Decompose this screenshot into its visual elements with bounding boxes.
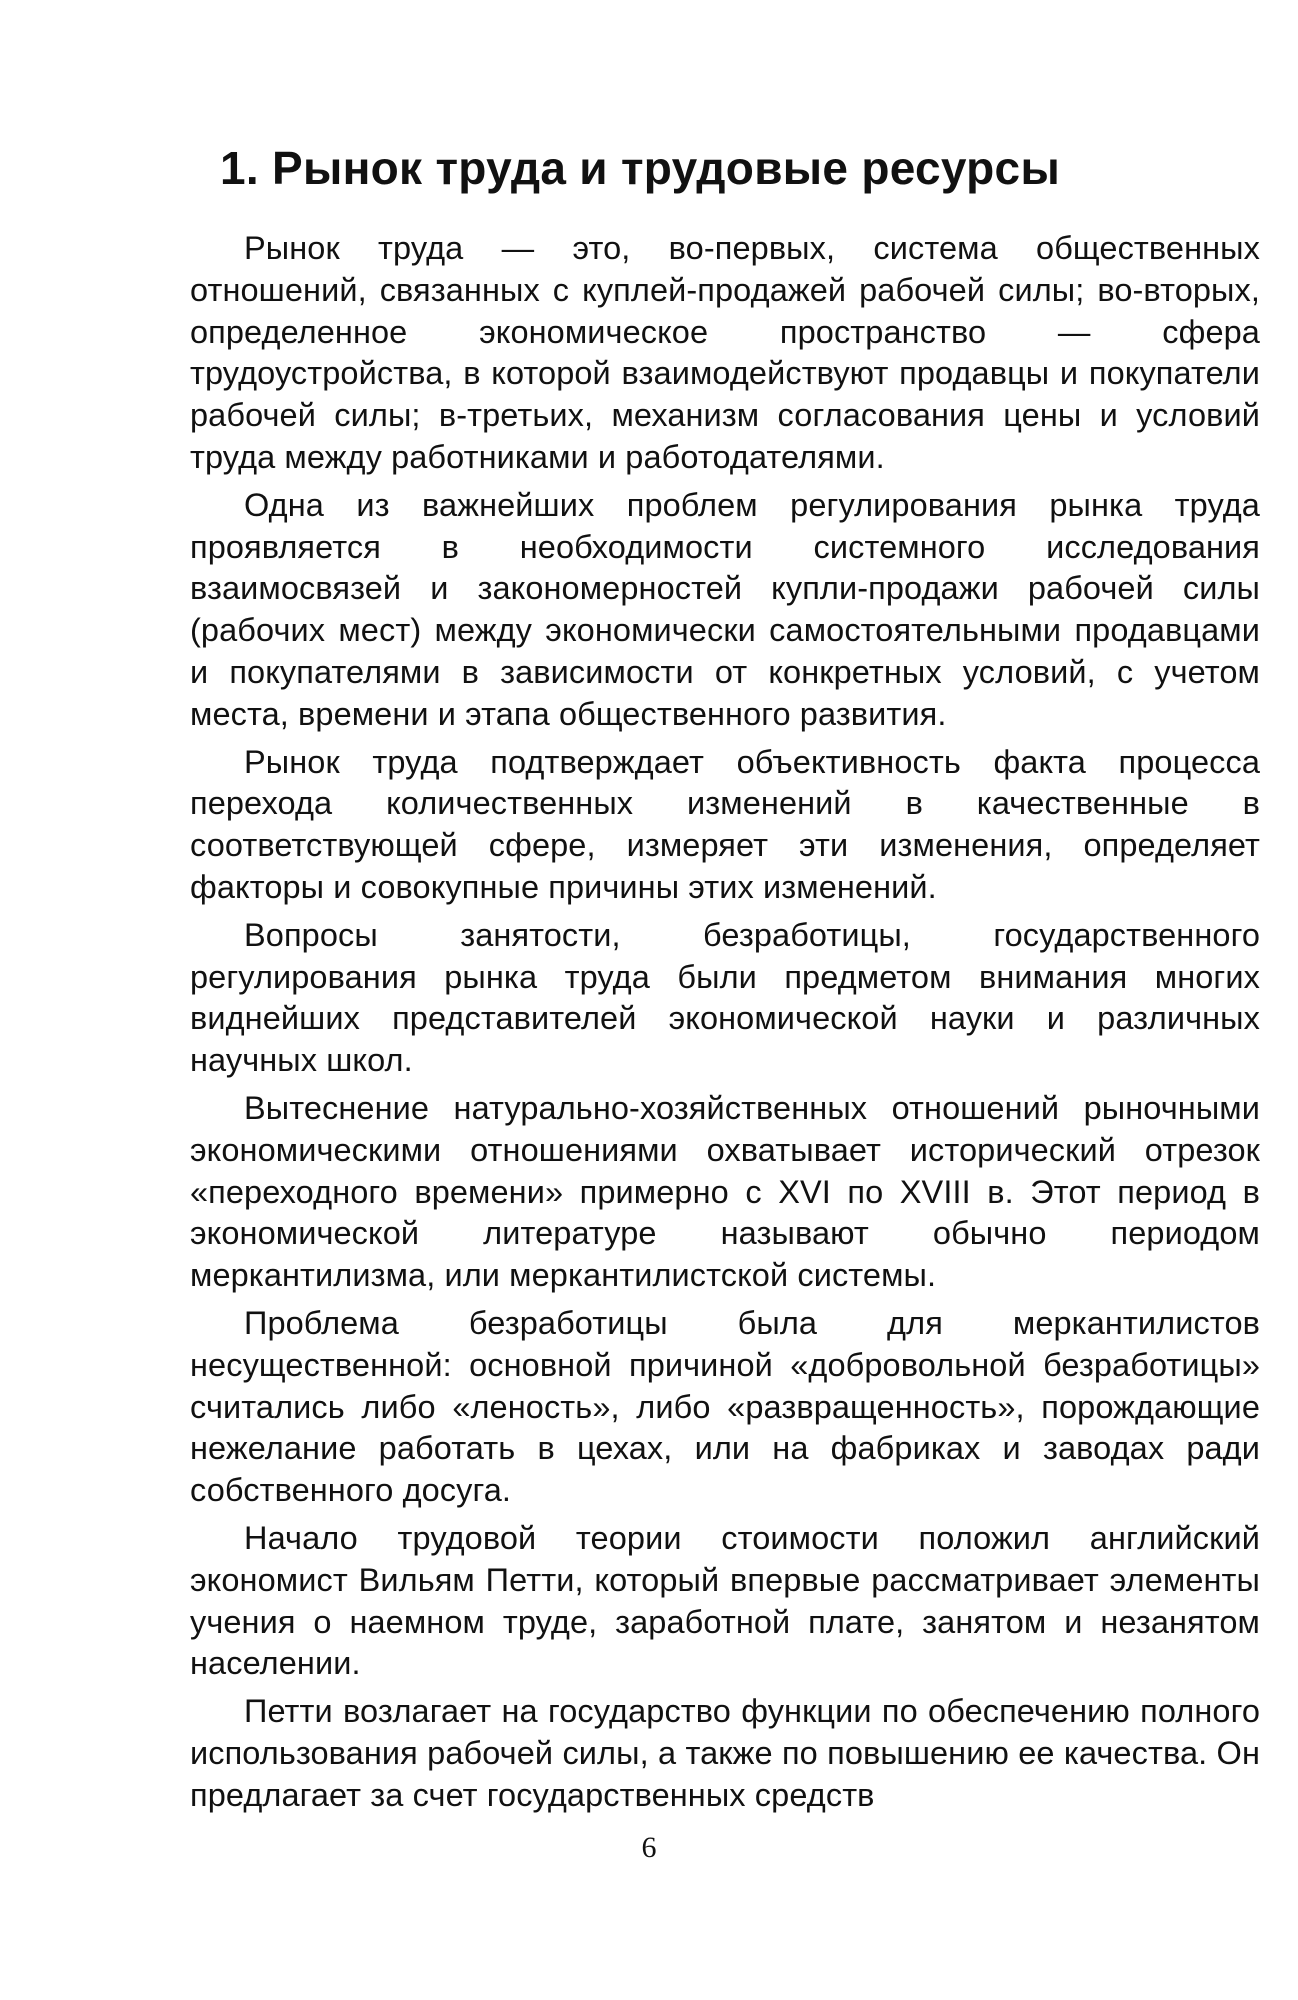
page-number: 6 [641,1831,657,1864]
paragraph: Петти возлагает на государство функции по обеспечению полного использования рабочей силы, а также по повышению ее качества. Он предлагает за счет государственных средств [190,1693,1260,1813]
paragraph: Начало трудовой теории стоимости положил английский экономист Вильям Петти, который впервые рассматривает элементы учения о наемном труде, заработной плате, занятом и незанятом населении. [190,1519,1260,1682]
body-text [190,228,1260,1822]
paragraph: Проблема безработицы была для меркантилистов несущественной: основной причиной «добровольной безработицы» считались либо «леность», либо «развращенность», порождающие нежелание работать в цехах, или на фабриках и заводах ради собственного досуга. [190,1304,1260,1509]
paragraph: Рынок труда — это, во-первых, система общественных отношений, связанных с куплей-продажей рабочей силы; во-вторых, определенное экономическое пространство — сфера трудоустройства, в которой взаимодействуют продавцы и покупатели рабочей силы; в-третьих, механизм согласования цены и условий труда между работниками и работодателями. [190,230,1260,475]
section-title: 1. Рынок труда и трудовые ресурсы [219,142,1061,194]
paragraph: Одна из важнейших проблем регулирования рынка труда проявляется в необходимости системного исследования взаимосвязей и закономерностей купли-продажи рабочей силы (рабочих мест) между экономически самостоятельными продавцами и покупателями в зависимости от конкретных условий, с учетом места, времени и этапа общественного развития. [190,486,1260,732]
paragraph: Вытеснение натурально-хозяйственных отношений рыночными экономическими отношениями охватывает исторический отрезок «переходного времени» примерно с XVI по XVIII в. Этот период в экономической литературе называют обычно периодом меркантилизма, или меркантилистской системы. [190,1089,1260,1294]
paragraph: Вопросы занятости, безработицы, государственного регулирования рынка труда были предметом внимания многих виднейших представителей экономической науки и различных научных школ. [190,916,1260,1079]
paragraph: Рынок труда подтверждает объективность факта процесса перехода количественных изменений в качественные в соответствующей сфере, измеряет эти изменения, определяет факторы и совокупные причины этих изменений. [190,743,1260,905]
